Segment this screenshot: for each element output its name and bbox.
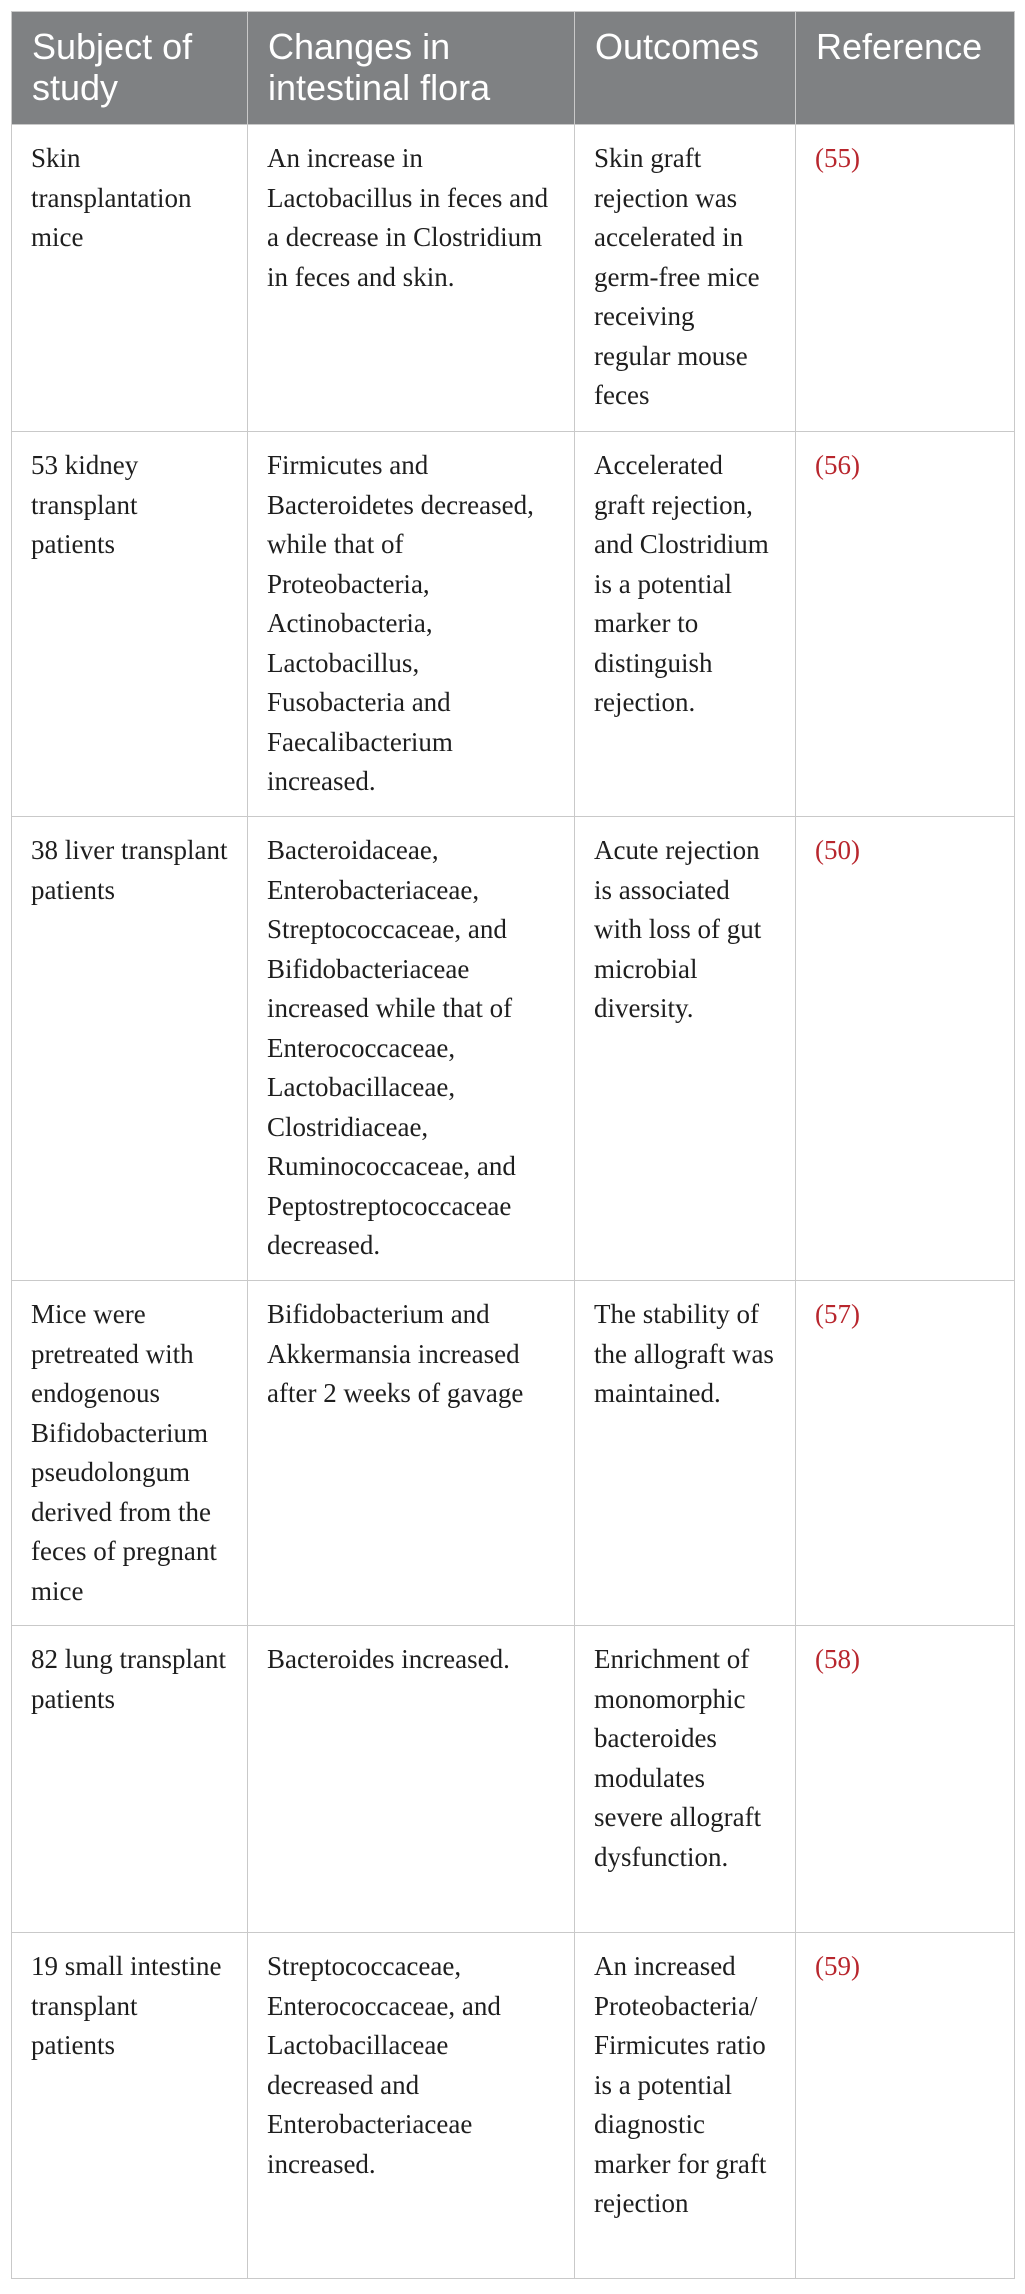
header-row — [12, 12, 1015, 125]
reference-link[interactable]: 56 — [824, 450, 851, 480]
table-row — [12, 1626, 1015, 1933]
cell-reference: (57) — [796, 1281, 1015, 1626]
cell-reference: (56) — [796, 432, 1015, 817]
table-row — [12, 125, 1015, 432]
reference-link[interactable]: 55 — [824, 143, 851, 173]
cell-subject: Skin transplantation mice — [12, 125, 248, 432]
table-row — [12, 817, 1015, 1281]
cell-subject: Mice were pretreated with endogenous Bifidobacterium pseudolongum derived from the feces of pregnant mice — [12, 1281, 248, 1626]
table-body — [12, 125, 1015, 2279]
header-subject: Subject of study — [12, 12, 248, 125]
cell-subject: 19 small intestine transplant patients — [12, 1933, 248, 2279]
cell-changes: Bacteroides increased. — [248, 1626, 575, 1933]
table-row — [12, 1281, 1015, 1626]
cell-outcomes: An increased Proteobacteria/ Firmicutes ratio is a potential diagnostic marker for graft rejection — [575, 1933, 796, 2279]
cell-reference: (50) — [796, 817, 1015, 1281]
table-row — [12, 1933, 1015, 2279]
header-reference: Reference — [796, 12, 1015, 125]
header-outcomes: Outcomes — [575, 12, 796, 125]
cell-outcomes: Acute rejection is associated with loss of gut microbial diversity. — [575, 817, 796, 1281]
reference-link[interactable]: 57 — [824, 1299, 851, 1329]
cell-outcomes: Skin graft rejection was accelerated in germ-free mice receiving regular mouse feces — [575, 125, 796, 432]
cell-outcomes: Accelerated graft rejection, and Clostridium is a potential marker to distinguish rejection. — [575, 432, 796, 817]
reference-link[interactable]: 50 — [824, 835, 851, 865]
cell-outcomes: The stability of the allograft was maintained. — [575, 1281, 796, 1626]
cell-outcomes: Enrichment of monomorphic bacteroides modulates severe allograft dysfunction. — [575, 1626, 796, 1933]
cell-changes: An increase in Lactobacillus in feces and a decrease in Clostridium in feces and skin. — [248, 125, 575, 432]
table-row — [12, 432, 1015, 817]
reference-link[interactable]: 58 — [824, 1644, 851, 1674]
cell-subject: 38 liver transplant patients — [12, 817, 248, 1281]
cell-subject: 82 lung transplant patients — [12, 1626, 248, 1933]
data-table — [11, 11, 1015, 2279]
cell-changes: Bacteroidaceae, Enterobacteriaceae, Streptococcaceae, and Bifidobacteriaceae increased while that of Enterococcaceae, Lactobacillaceae, Clostridiaceae, Ruminococcaceae, and Peptostreptococcaceae decreased. — [248, 817, 575, 1281]
cell-changes: Bifidobacterium and Akkermansia increased after 2 weeks of gavage — [248, 1281, 575, 1626]
table-header — [12, 12, 1015, 125]
cell-changes: Streptococcaceae, Enterococcaceae, and Lactobacillaceae decreased and Enterobacteriaceae increased. — [248, 1933, 575, 2279]
cell-changes: Firmicutes and Bacteroidetes decreased, while that of Proteobacteria, Actinobacteria, Lactobacillus, Fusobacteria and Faecalibacterium increased. — [248, 432, 575, 817]
cell-reference: (58) — [796, 1626, 1015, 1933]
cell-reference: (59) — [796, 1933, 1015, 2279]
reference-link[interactable]: 59 — [824, 1951, 851, 1981]
header-changes: Changes in intestinal flora — [248, 12, 575, 125]
cell-subject: 53 kidney transplant patients — [12, 432, 248, 817]
cell-reference: (55) — [796, 125, 1015, 432]
